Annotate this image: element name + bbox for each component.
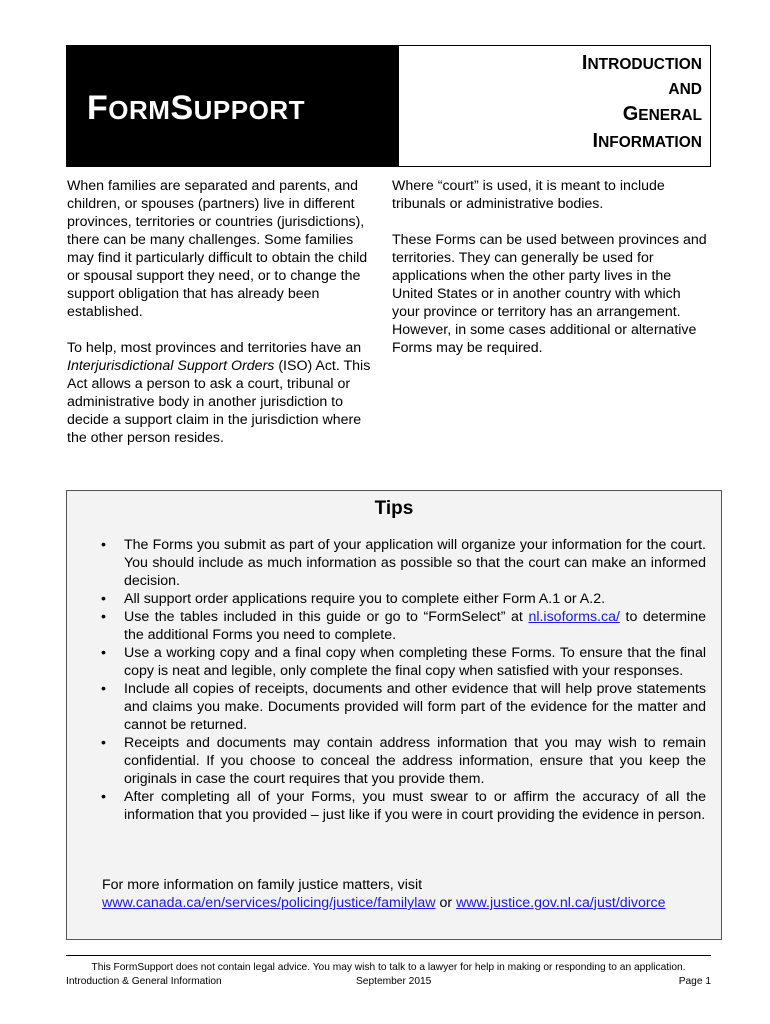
- list-item: • Receipts and documents may contain address information that you may wish to remain confidential. If you choose to conceal the address information, ensure that you keep the originals in case the court requires that you provide them.: [101, 735, 706, 787]
- forms-usage-paragraph: These Forms can be used between provinces and territories. They can generally be used for applications when the other party lives in the United States or in another country with which your province or territory has an arrangement. However, in some cases additional or alternative Forms may be required.: [392, 232, 707, 356]
- section-title-line-4: INFORMATION: [592, 129, 702, 152]
- iso-act-paragraph: To help, most provinces and territories have an Interjurisdictional Support Orders (ISO) Act. This Act allows a person to ask a court, tribunal or administrative body in another jurisdiction to decide a support claim in the jurisdiction where the other person resides.: [67, 340, 371, 446]
- list-item: • Use the tables included in this guide or go to “FormSelect” at nl.isoforms.ca/ to determine the additional Forms you need to complete.: [101, 609, 706, 643]
- list-item: • The Forms you submit as part of your application will organize your information for the court. You should include as much information as possible so that the court can make an informed decision.: [101, 537, 706, 589]
- title-initial-f: F: [87, 89, 109, 127]
- header-title-block: [67, 46, 399, 166]
- footer-page-number: Page 1: [678, 976, 711, 987]
- bullet-icon: •: [101, 789, 106, 805]
- act-name: Interjurisdictional Support Orders: [67, 358, 275, 374]
- list-item: • Include all copies of receipts, documents and other evidence that will help prove statements and claims you make. Documents provided will form part of the evidence for the matter and cannot be returned.: [101, 681, 706, 733]
- bullet-icon: •: [101, 681, 106, 697]
- intro-paragraph: When families are separated and parents, and children, or spouses (partners) live in different provinces, territories or countries (jurisdictions), there can be many challenges. Some families may find it particularly difficult to obtain the child or spousal support they need, or to change the support obligation that has already been established.: [67, 178, 368, 320]
- more-info-links: www.canada.ca/en/services/policing/justice/familylaw or www.justice.gov.nl.ca/just/divorce: [102, 895, 666, 911]
- more-info-text: For more information on family justice matters, visit: [102, 877, 423, 893]
- footer-divider: [66, 955, 711, 956]
- title-rest-upport: UPPORT: [193, 95, 305, 125]
- section-title: [582, 51, 702, 155]
- section-title-line-2: AND: [668, 80, 702, 98]
- tips-box: [66, 490, 722, 940]
- bullet-icon: •: [101, 735, 106, 751]
- footer-date: September 2015: [356, 976, 432, 987]
- tips-heading: Tips: [374, 498, 414, 519]
- bullet-icon: •: [101, 609, 106, 625]
- footer-section-name: Introduction & General Information: [66, 976, 222, 987]
- section-title-line-3: GENERAL: [622, 103, 702, 125]
- page-title: [87, 89, 305, 128]
- more-info: [102, 876, 712, 912]
- canada-familylaw-link[interactable]: www.canada.ca/en/services/policing/justice/familylaw: [102, 895, 436, 911]
- left-column: [67, 177, 372, 465]
- justice-nl-divorce-link[interactable]: www.justice.gov.nl.ca/just/divorce: [456, 895, 666, 911]
- tips-list: [101, 536, 706, 824]
- footer-disclaimer: This FormSupport does not contain legal advice. You may wish to talk to a lawyer for help in making or responding to an application.: [91, 962, 686, 973]
- bullet-icon: •: [101, 645, 106, 661]
- list-item: • All support order applications require you to complete either Form A.1 or A.2.: [101, 591, 606, 607]
- section-title-line-1: INTRODUCTION: [581, 52, 702, 74]
- title-initial-s: S: [170, 89, 194, 127]
- list-item: • Use a working copy and a final copy when completing these Forms. To ensure that the final copy is neat and legible, only complete the final copy when satisfied with your responses.: [101, 645, 706, 679]
- bullet-icon: •: [101, 537, 106, 553]
- bullet-icon: •: [101, 591, 106, 607]
- court-definition-paragraph: Where “court” is used, it is meant to include tribunals or administrative bodies.: [392, 178, 665, 212]
- page-header: [66, 45, 711, 167]
- isoforms-link[interactable]: nl.isoforms.ca/: [528, 609, 620, 625]
- title-rest-orm: ORM: [108, 95, 171, 125]
- list-item: • After completing all of your Forms, you must swear to or affirm the accuracy of all the information that you provided – just like if you were in court providing the evidence in person.: [101, 789, 706, 823]
- right-column: [392, 177, 707, 375]
